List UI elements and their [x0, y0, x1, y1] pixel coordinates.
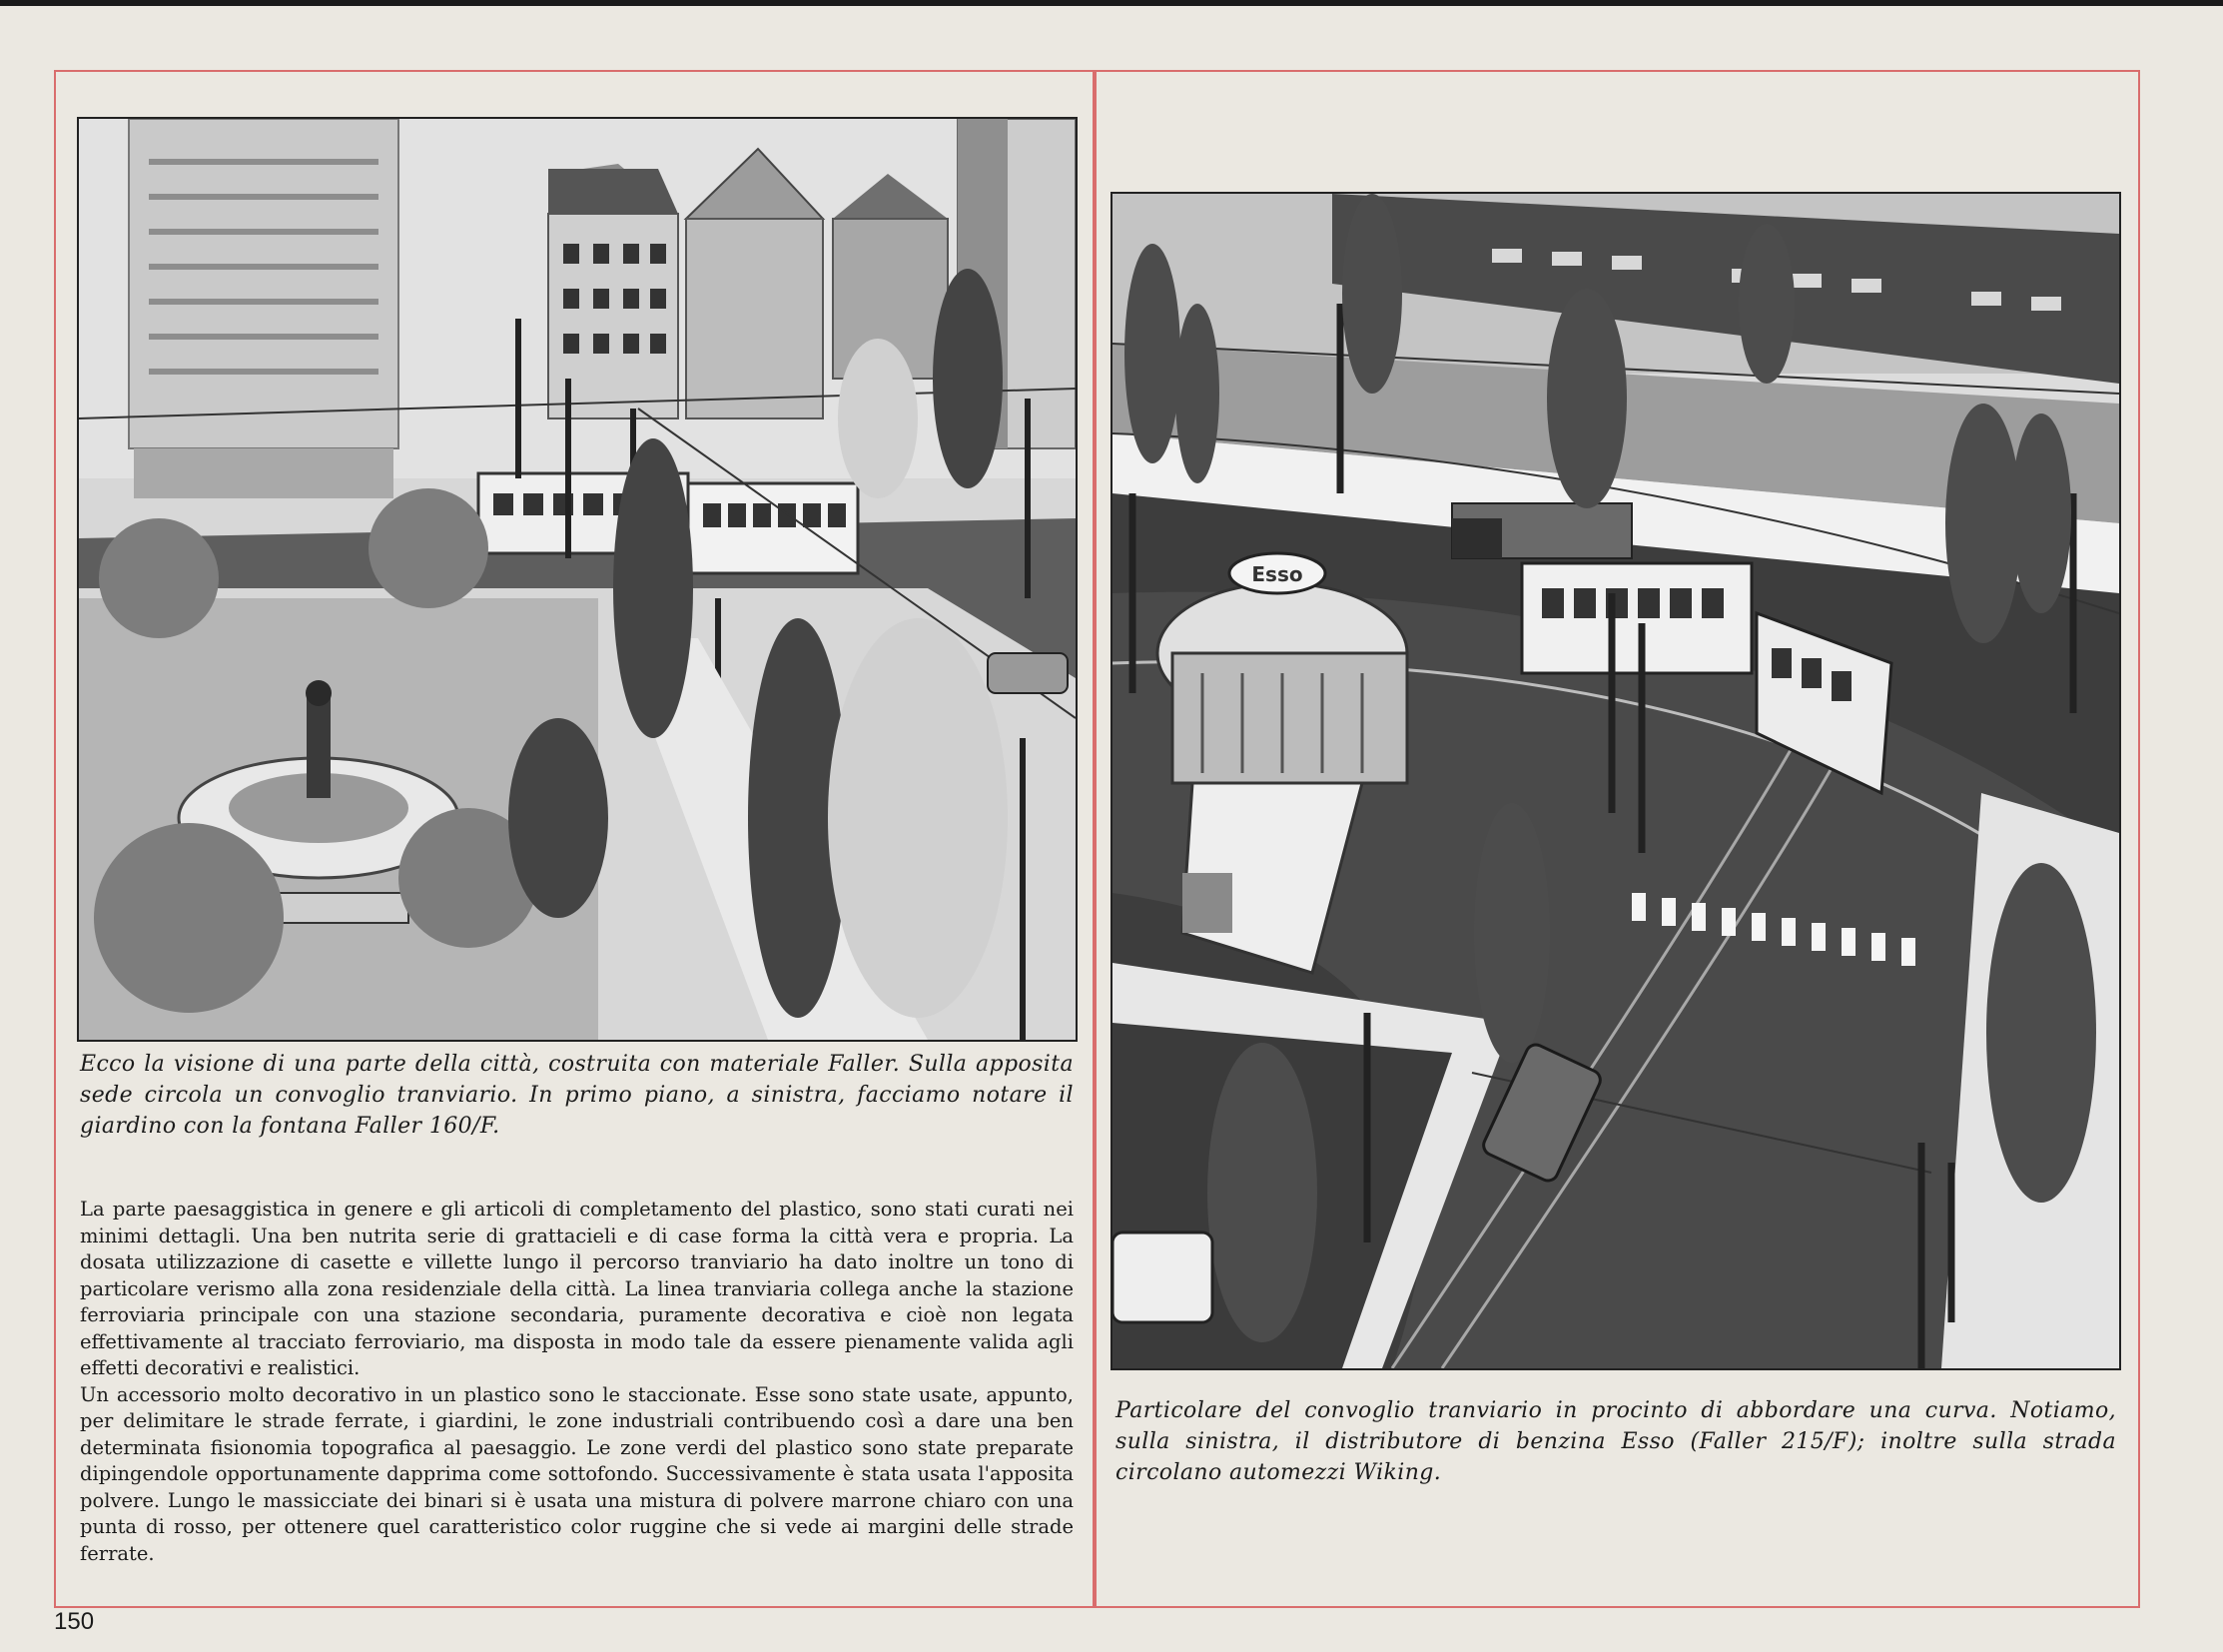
left-photo-caption: Ecco la visione di una parte della città, costruita con materiale Faller. Sulla apposita sede circola un convoglio tranviario. In primo piano, a sinistra, facciamo notare il giardino con la fontana Faller 160/F. [80, 1052, 1074, 1139]
tram-curve-illustration [1112, 194, 2119, 1368]
tram-curve-photo [1111, 192, 2121, 1370]
page-top-edge [0, 0, 2223, 6]
page-number: 150 [54, 1608, 95, 1635]
right-photo-caption: Particolare del convoglio tranviario in procinto di abbordare una curva. Notiamo, sulla sinistra, il distributore di benzina Esso (Faller 215/F); inoltre sulla strada circolano automezzi Wiking. [1115, 1398, 2116, 1485]
article-paragraph: Un accessorio molto decorativo in un plastico sono le staccionate. Esse sono state usate, appunto, per delimitare le strade ferrate, i giardini, le zone industriali contribuendo così a dare una ben determinata fisionomia topografica al paesaggio. Le zone verdi del plastico sono state preparate dipingendole opportunamente dapprima come sottofondo. Successivamente è stata usata l'apposita polvere. Lungo le massicciate dei binari si è usata una mistura di polvere marrone chiaro con una punta di rosso, per ottenere quel caratteristico color ruggine che si vede ai margini delle strade ferrate. [80, 1382, 1074, 1565]
article-body [80, 1197, 1074, 1567]
city-tram-illustration [79, 119, 1076, 1040]
city-tram-photo [77, 117, 1078, 1042]
article-paragraph: La parte paesaggistica in genere e gli articoli di completamento del plastico, sono stati curati nei minimi dettagli. Una ben nutrita serie di grattacieli e di case forma la città vera e propria. La dosata utilizzazione di casette e villette lungo il percorso tranviario ha dato inoltre un tono di particolare verismo alla zona residenziale della città. La linea tranviaria collega anche la stazione ferroviaria principale con una stazione secondaria, puramente decorativa e cioè non legata effettivamente al tracciato ferroviario, ma disposta in modo tale da essere pienamente valida agli effetti decorativi e realistici. [80, 1198, 1074, 1379]
esso-sign: Esso [1251, 562, 1303, 586]
